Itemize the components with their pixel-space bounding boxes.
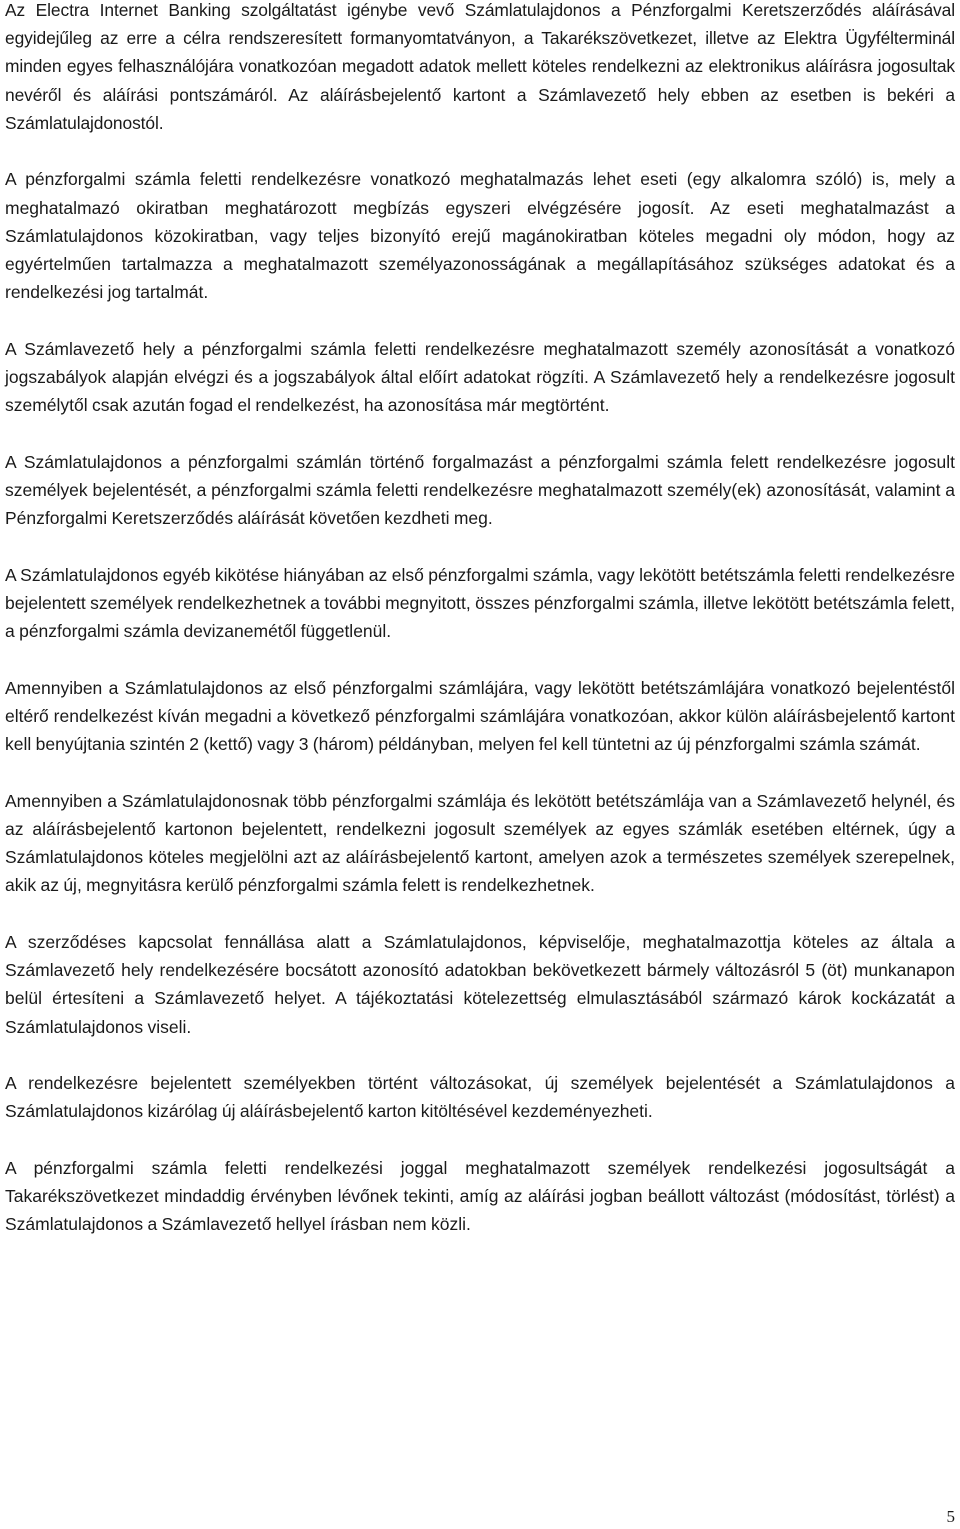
paragraph-new-signatories: A rendelkezésre bejelentett személyekben történt változásokat, új személyek bejelentését a Számlatulajdonos a Számlatulajdonos kizárólag új aláírásbejelentő karton kitöltésével kezdeményezheti. [5, 1073, 955, 1122]
paragraph-separate-signature-card: Amennyiben a Számlatulajdonos az első pénzforgalmi számlájára, vagy lekötött betétszámlájára vonatkozó bejelentéstől eltérő rendelkezést kíván megadni a következő pénzforgalmi számlájára vonatkozóan, akkor külön aláírásbejelentő kartont kell benyújtania szintén 2 (kettő) vagy 3 (három) példányban, melyen fel kell tüntetni az új pénzforgalmi számla számát. [5, 677, 955, 755]
paragraph-authorized-person-identification: A Számlavezető hely a pénzforgalmi számla feletti rendelkezésre meghatalmazott személy azonosítását a vonatkozó jogszabályok alapján elvégzi és a jogszabályok által előírt adatokat rögzíti. A Számlavezető hely a rendelkezésre jogosult személytől csak azután fogad el rendelkezést, ha azonosítása már megtörtént. [5, 338, 955, 416]
paragraph-multiple-accounts: Amennyiben a Számlatulajdonosnak több pénzforgalmi számlája és lekötött betétszámlája van a Számlavezető helynél, és az aláírásbejelentő kartonon bejelentett, rendelkezni jogosult személyek az egyes számlák esetében eltérnek, úgy a Számlatulajdonos köteles megjelölni azt az aláírásbejelentő kartont, amelyen azok a természetes személyek szerepelnek, akik az új, megnyitásra kerülő pénzforgalmi számla felett is rendelkezhetnek. [5, 790, 955, 896]
paragraph-electra-signature-registration: Az Electra Internet Banking szolgáltatást igénybe vevő Számlatulajdonos a Pénzforgalmi Keretszerződés aláírásával egyidejűleg az erre a célra rendszeresített formanyomtatványon, a Takarékszövetkezet, illetve az Elektra Ügyfélterminál minden egyes felhasználójára vonatkozóan megadott adatok mellett köteles rendelkezni az elektronikus aláírásra jogosultak nevéről és aláírási pontszámáról. Az aláírásbejelentő kartont a Számlavezető hely ebben az esetben is bekéri a Számlatulajdonostól. [5, 0, 955, 133]
paragraph-default-signatories: A Számlatulajdonos egyéb kikötése hiányában az első pénzforgalmi számla, vagy lekötött betétszámla feletti rendelkezésre bejelentett személyek rendelkezhetnek a további megnyitott, összes pénzforgalmi számla, illetve lekötött betétszámla felett, a pénzforgalmi számla devizanemétől függetlenül. [5, 564, 955, 642]
paragraph-start-of-transactions: A Számlatulajdonos a pénzforgalmi számlán történő forgalmazást a pénzforgalmi számla felett rendelkezésre jogosult személyek bejelentését, a pénzforgalmi számla feletti rendelkezésre meghatalmazott személy(ek) azonosítását, valamint a Pénzforgalmi Keretszerződés aláírását követően kezdheti meg. [5, 451, 955, 529]
paragraph-change-notification: A szerződéses kapcsolat fennállása alatt a Számlatulajdonos, képviselője, meghatalmazottja köteles az általa a Számlavezető hely rendelkezésére bocsátott azonosító adatokban bekövetkezett bármely változásról 5 (öt) munkanapon belül értesíteni a Számlavezető helyet. A tájékoztatási kötelezettség elmulasztásából származó károk kockázatát a Számlatulajdonos viseli. [5, 932, 955, 1037]
page-number: 5 [946, 1507, 955, 1526]
paragraph-one-time-authorization: A pénzforgalmi számla feletti rendelkezésre vonatkozó meghatalmazás lehet eseti (egy alkalomra szóló) is, mely a meghatalmazó okiratban meghatározott megbízás egyszeri elvégzésére jogosít. Az eseti meghatalmazást a Számlatulajdonos közokiratban, vagy teljes bizonyító erejű magánokiratban köteles megadni oly módon, hogy az egyértelműen tartalmazza a meghatalmazott személyazonosságának a megállapításához szükséges adatokat és a rendelkezési jog tartalmát. [5, 169, 955, 303]
paragraph-authorization-validity: A pénzforgalmi számla feletti rendelkezési joggal meghatalmazott személyek rendelkezési jogosultságát a Takarékszövetkezet mindaddig érvényben lévőnek tekinti, amíg az aláírási jogban beállott változást (módosítást, törlést) a Számlatulajdonos a Számlavezető hellyel írásban nem közli. [5, 1158, 955, 1235]
document-page [5, 0, 955, 1239]
